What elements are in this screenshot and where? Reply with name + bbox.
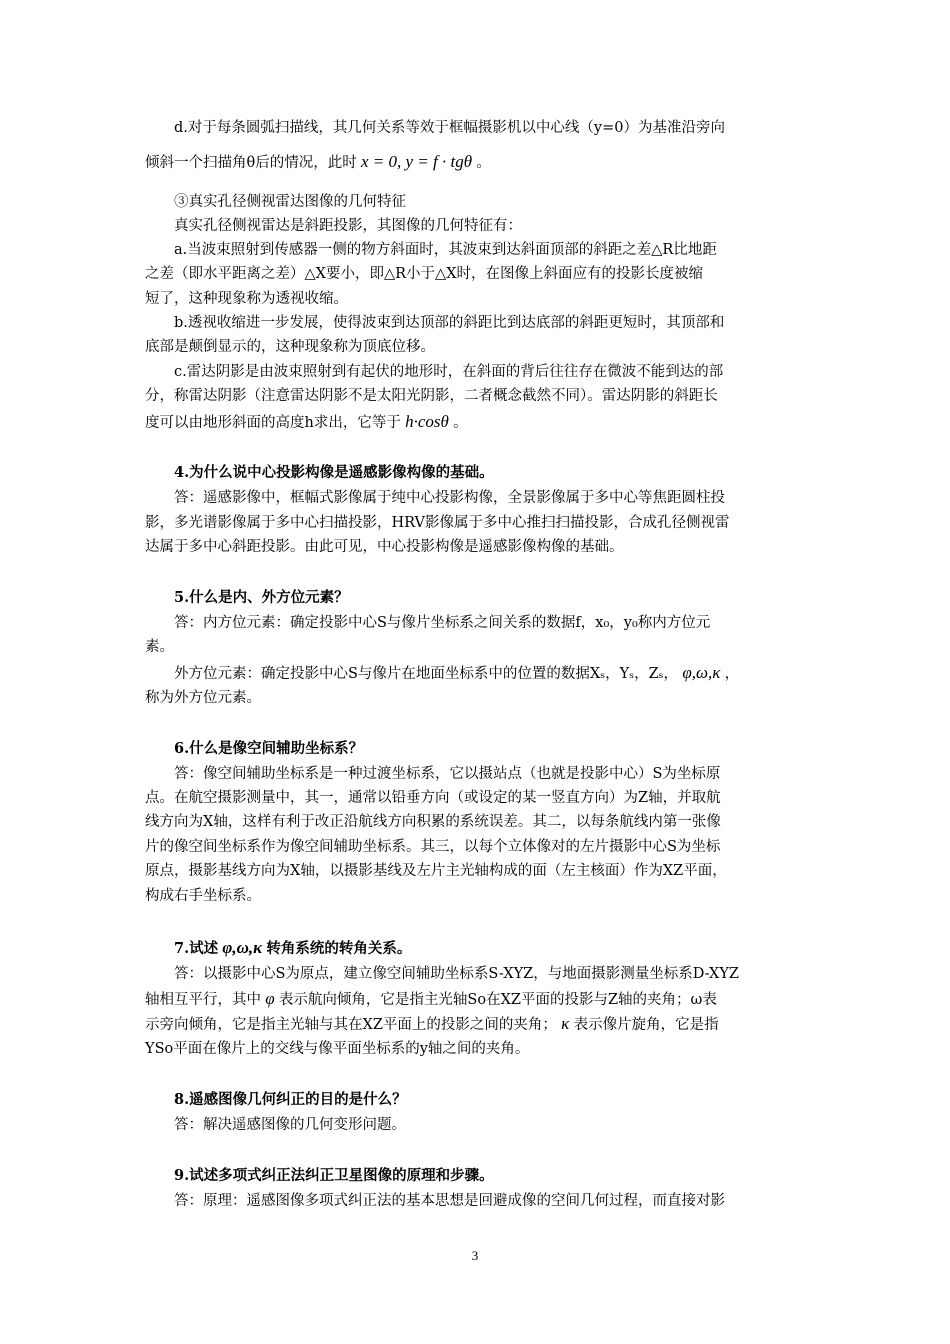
line-text: 称为外方位元素。 <box>145 690 261 706</box>
text-line <box>174 613 710 633</box>
line-text: 5.什么是内、外方位元素？ <box>174 589 349 606</box>
text-line <box>145 264 703 284</box>
text-line <box>145 513 730 533</box>
text-line <box>145 289 348 309</box>
text-line <box>145 861 727 881</box>
text-line <box>145 837 720 857</box>
text-line <box>174 488 725 508</box>
line-text: 影，多光谱影像属于多中心扫描投影，HRV影像属于多中心推扫扫描投影，合成孔径侧视雷 <box>145 515 730 531</box>
text-line <box>145 688 261 708</box>
line-text: 之差（即水平距离之差）△X要小，即△R小于△X时，在图像上斜面应有的投影长度被缩 <box>145 266 704 282</box>
text-line <box>145 152 491 173</box>
line-text: c.雷达阴影是由波束照射到有起伏的地形时，在斜面的背后往往存在微波不能到达的部 <box>174 364 724 380</box>
question-heading <box>174 1090 407 1110</box>
line-text: 点。在航空摄影测量中，其一，通常以铅垂方向（或设定的某一竖直方向）为Z轴，并取航 <box>145 790 721 806</box>
line-text: 倾斜一个扫描角θ后的情况，此时 <box>145 155 357 171</box>
text-line <box>145 337 435 357</box>
text-line <box>145 788 721 808</box>
text-line <box>174 362 723 382</box>
math-expression: φ,ω,κ <box>218 938 267 957</box>
line-suffix: ， <box>724 666 740 682</box>
math-expression: φ,ω,κ <box>678 663 725 682</box>
page-number: 3 <box>471 1248 479 1263</box>
line-text: 分，称雷达阴影（注意雷达阴影不是太阳光阴影，二者概念截然不同）。雷达阴影的斜距长 <box>145 388 718 404</box>
text-line <box>174 240 717 260</box>
math-expression: x = 0, y = f · tgθ <box>356 152 477 171</box>
question-heading <box>174 1166 494 1186</box>
text-line <box>174 216 522 236</box>
text-line <box>174 663 739 684</box>
line-text: ③真实孔径侧视雷达图像的几何特征 <box>174 194 406 210</box>
text-line <box>174 313 724 333</box>
question-heading <box>174 938 411 959</box>
text-line <box>145 989 717 1010</box>
line-text: 7.试述 <box>174 940 219 957</box>
line-text: b.透视收缩进一步发展，使得波束到达顶部的斜距比到达底部的斜距更短时，其顶部和 <box>174 315 725 331</box>
math-expression: κ <box>556 1014 574 1033</box>
line-text: 外方位元素：确定投影中心S与像片在地面坐标系中的位置的数据Xₛ，Yₛ，Zₛ， <box>174 666 679 682</box>
line-text: 答：像空间辅助坐标系是一种过渡坐标系，它以摄站点（也就是投影中心）S为坐标原 <box>174 766 721 782</box>
text-line <box>145 1014 719 1035</box>
text-line <box>145 1039 529 1059</box>
line-text: 底部是颠倒显示的，这种现象称为顶底位移。 <box>145 339 435 355</box>
line-text: 度可以由地形斜面的高度h求出，它等于 <box>145 415 401 431</box>
text-line <box>145 812 721 832</box>
line-suffix: 。 <box>453 415 468 431</box>
line-text: 示旁向倾角，它是指主光轴与其在XZ平面上的投影之间的夹角； <box>145 1017 557 1033</box>
question-heading <box>174 739 363 759</box>
question-heading <box>174 463 494 483</box>
line-suffix: 表示像片旋角，它是指 <box>573 1017 719 1033</box>
question-heading <box>174 588 349 608</box>
line-text: 9.试述多项式纠正法纠正卫星图像的原理和步骤。 <box>174 1167 494 1184</box>
line-text: 素。 <box>145 639 174 655</box>
line-text: 答：以摄影中心S为原点，建立像空间辅助坐标系S-XYZ，与地面摄影测量坐标系D-XYZ <box>174 966 739 982</box>
line-text: 构成右手坐标系。 <box>145 888 261 904</box>
line-text: d.对于每条圆弧扫描线，其几何关系等效于框幅摄影机以中心线（y=0）为基准沿旁向 <box>174 120 725 136</box>
text-line <box>145 412 468 433</box>
line-suffix: 表示航向倾角，它是指主光轴So在XZ平面的投影与Z轴的夹角；ω表 <box>278 992 717 1008</box>
line-text: 4.为什么说中心投影构像是遥感影像构像的基础。 <box>174 464 494 481</box>
line-text: 原点，摄影基线方向为X轴，以摄影基线及左片主光轴构成的面（左主核面）作为XZ平面， <box>145 863 727 879</box>
line-text: 轴相互平行，其中 <box>145 992 261 1008</box>
line-text: 短了，这种现象称为透视收缩。 <box>145 291 348 307</box>
line-text: YSo平面在像片上的交线与像平面坐标系的y轴之间的夹角。 <box>145 1041 530 1057</box>
line-text: 6.什么是像空间辅助坐标系？ <box>174 740 364 757</box>
text-line <box>174 964 739 984</box>
line-text: 答：遥感影像中，框幅式影像属于纯中心投影构像，全景影像属于多中心等焦距圆柱投 <box>174 490 725 506</box>
math-expression: h·cosθ <box>400 412 454 431</box>
text-line <box>145 537 624 557</box>
line-suffix: 。 <box>476 155 491 171</box>
line-text: 达属于多中心斜距投影。由此可见，中心投影构像是遥感影像构像的基础。 <box>145 539 624 555</box>
line-text: 答：原理：遥感图像多项式纠正法的基本思想是回避成像的空间几何过程，而直接对影 <box>174 1193 725 1209</box>
line-suffix: 转角系统的转角关系。 <box>266 940 412 957</box>
text-line <box>145 637 174 657</box>
text-line <box>145 386 718 406</box>
line-text: a.当波束照射到传感器一侧的物方斜面时，其波束到达斜面顶部的斜距之差△R比地距 <box>174 242 717 258</box>
line-text: 8.遥感图像几何纠正的目的是什么？ <box>174 1091 407 1108</box>
line-text: 答：解决遥感图像的几何变形问题。 <box>174 1117 406 1133</box>
line-text: 片的像空间坐标系作为像空间辅助坐标系。其三，以每个立体像对的左片摄影中心S为坐标 <box>145 839 721 855</box>
text-line <box>145 886 261 906</box>
line-text: 线方向为X轴，这样有利于改正沿航线方向积累的系统误差。其二，以每条航线内第一张像 <box>145 814 721 830</box>
text-line <box>174 192 406 212</box>
text-line <box>174 1115 406 1135</box>
text-line <box>174 118 725 138</box>
line-text: 真实孔径侧视雷达是斜距投影，其图像的几何特征有： <box>174 218 522 234</box>
math-expression: φ <box>261 989 279 1008</box>
text-line <box>174 764 720 784</box>
text-line <box>174 1191 725 1211</box>
line-text: 答：内方位元素：确定投影中心S与像片坐标系之间关系的数据f，x₀，y₀称内方位元 <box>174 615 711 631</box>
